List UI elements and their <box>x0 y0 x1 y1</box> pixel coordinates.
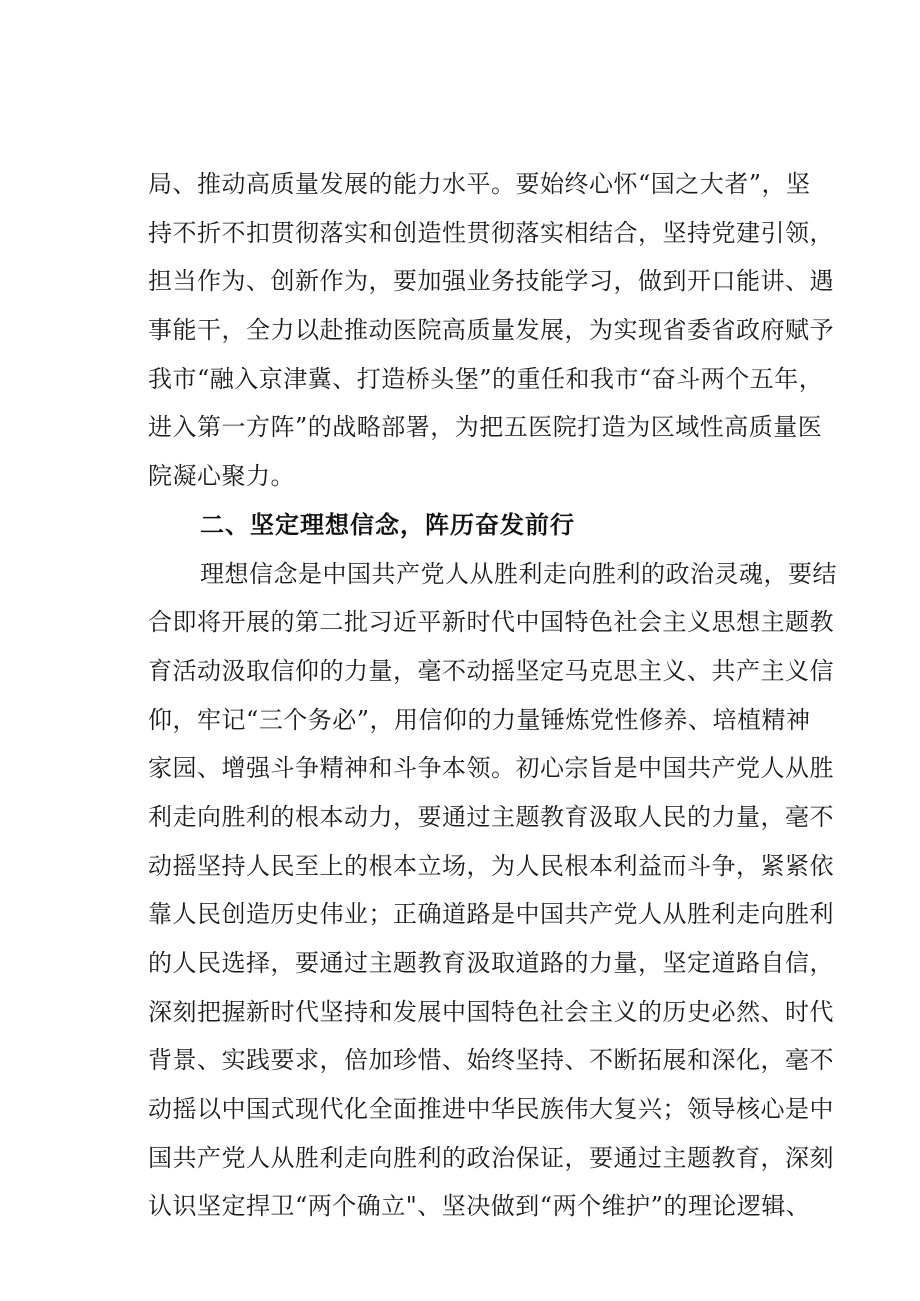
text-line: 担当作为、创新作为，要加强业务技能学习，做到开口能讲、遇 <box>148 267 834 296</box>
text-line: 靠人民创造历史伟业；正确道路是中国共产党人从胜利走向胜利 <box>148 900 834 929</box>
text-line: 动摇坚持人民至上的根本立场，为人民根本利益而斗争，紧紧依 <box>148 851 834 880</box>
text-line: 认识坚定捍卫“两个确立"、坚决做到“两个维护”的理论逻辑、 <box>148 1192 811 1221</box>
document-body <box>148 160 837 1231</box>
text-line: 家园、增强斗争精神和斗争本领。初心宗旨是中国共产党人从胜 <box>148 754 834 783</box>
text-line: 我市“融入京津冀、打造桥头堡”的重任和我市“奋斗两个五年， <box>148 364 824 393</box>
text-line: 动摇以中国式现代化全面推进中华民族伟大复兴；领导核心是中 <box>148 1095 834 1124</box>
text-line: 育活动汲取信仰的力量，毫不动摇坚定马克思主义、共产主义信 <box>148 656 834 685</box>
text-line: 持不折不扣贯彻落实和创造性贯彻落实相结合，坚持党建引领， <box>148 218 834 247</box>
section-heading: 二、坚定理想信念，阵历奋发前行 <box>200 510 575 539</box>
text-line: 深刻把握新时代坚持和发展中国特色社会主义的历史必然、时代 <box>148 997 834 1026</box>
text-line: 合即将开展的第二批习近平新时代中国特色社会主义思想主题教 <box>148 608 834 637</box>
text-line: 事能干，全力以赴推动医院高质量发展，为实现省委省政府赋予 <box>148 316 834 345</box>
text-line: 背景、实践要求，倍加珍惜、始终坚持、不断拓展和深化，毫不 <box>148 1046 834 1075</box>
paragraph-continued <box>148 160 834 501</box>
text-line: 利走向胜利的根本动力，要通过主题教育汲取人民的力量，毫不 <box>148 802 834 831</box>
text-line: 院凝心聚力。 <box>148 462 295 491</box>
text-line: 进入第一方阵”的战略部署，为把五医院打造为区域性高质量医 <box>148 413 823 442</box>
text-line: 仰，牢记“三个务必”，用信仰的力量锤炼党性修养、培植精神 <box>148 705 811 734</box>
text-line: 局、推动高质量发展的能力水平。要始终心怀“国之大者”，坚 <box>148 170 811 198</box>
text-line: 国共产党人从胜利走向胜利的政治保证，要通过主题教育，深刻 <box>148 1143 834 1172</box>
paragraph-section-2 <box>148 550 837 1232</box>
text-line: 的人民选择，要通过主题教育汲取道路的力量，坚定道路自信， <box>148 949 834 977</box>
text-line-first: 理想信念是中国共产党人从胜利走向胜利的政治灵魂，要结 <box>200 559 837 588</box>
